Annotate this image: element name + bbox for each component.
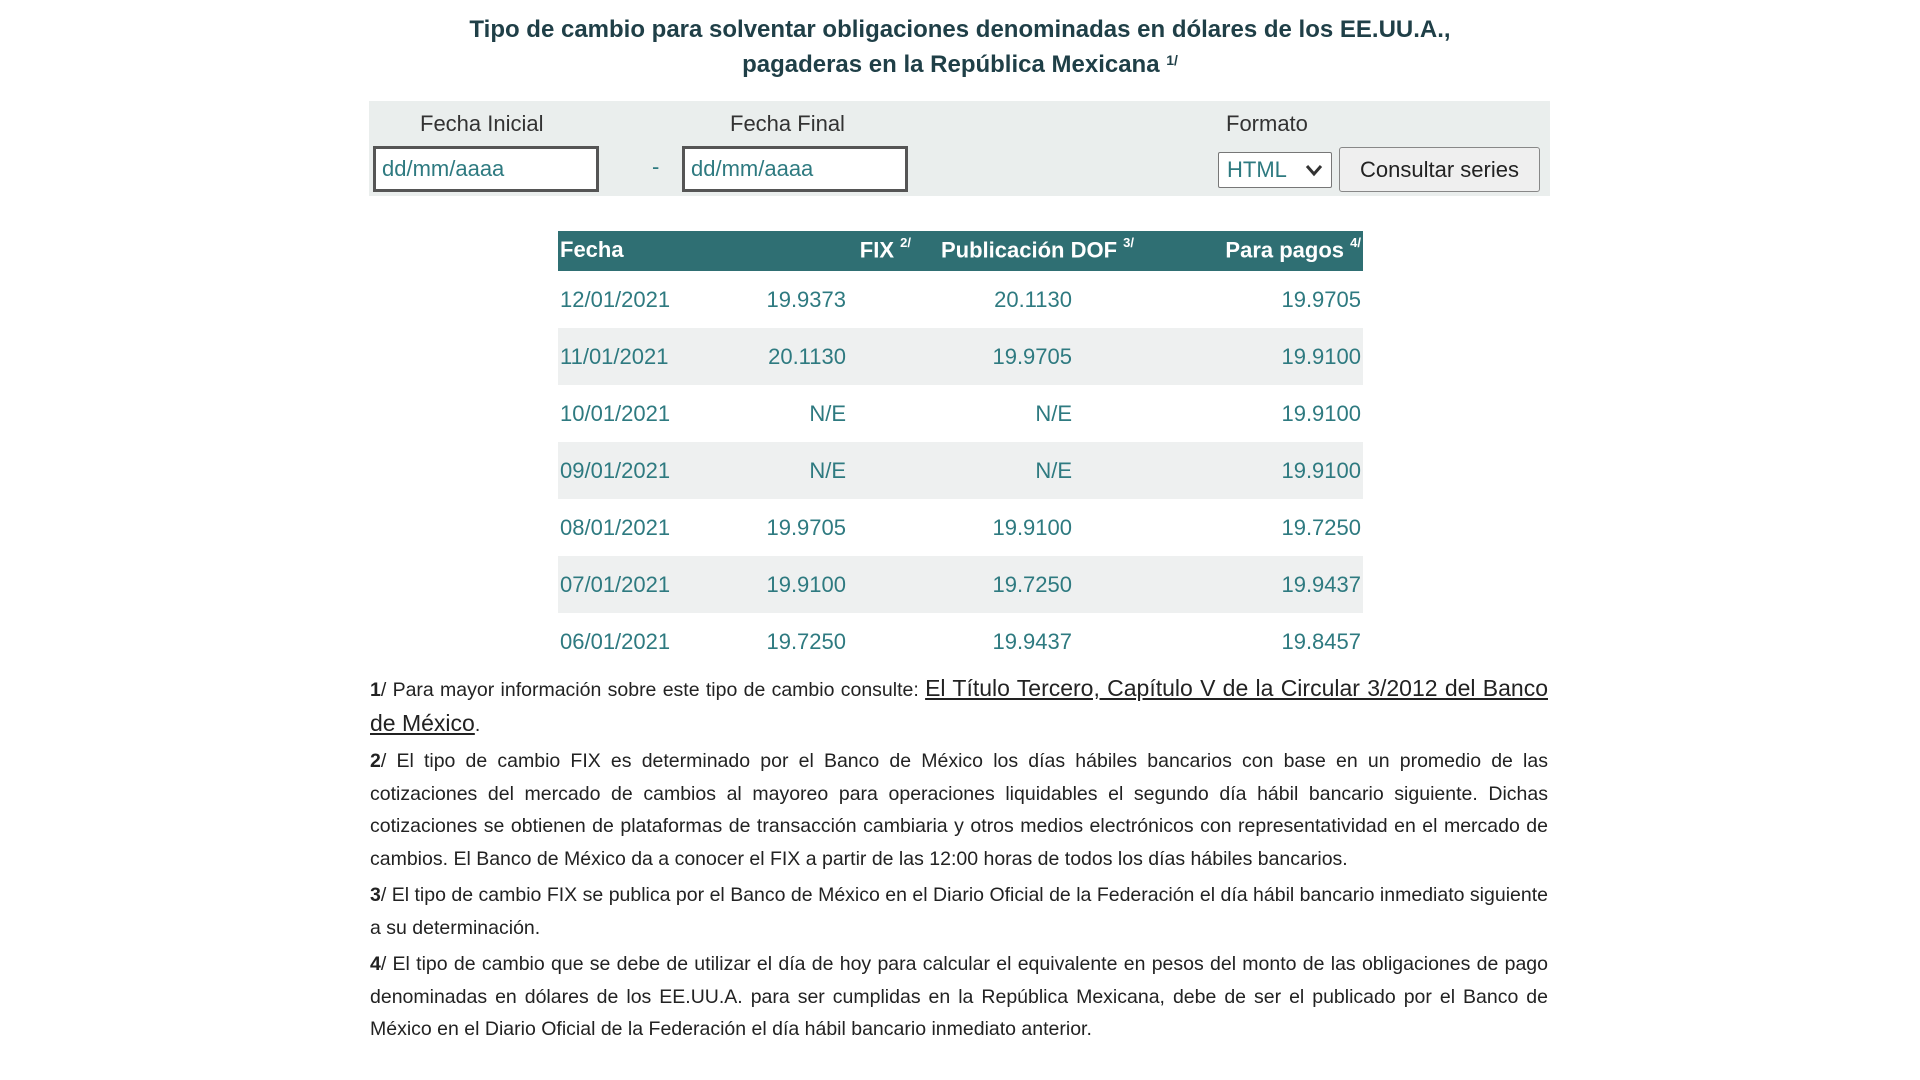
column-header-fix <box>860 237 911 263</box>
column-header-pay <box>1225 237 1361 263</box>
cell-date: 06/01/2021 <box>560 629 671 654</box>
table-row <box>558 442 1363 499</box>
cell-date: 10/01/2021 <box>560 401 671 426</box>
footnote-3-number: 3 <box>370 884 381 906</box>
column-header-date: Fecha <box>560 237 624 262</box>
end-date-label: Fecha Final <box>730 111 845 136</box>
cell-pay: 19.9100 <box>1281 401 1361 426</box>
cell-dof: 20.1130 <box>994 287 1072 312</box>
column-header-dof <box>941 237 1134 263</box>
cell-pay: 19.9705 <box>1281 287 1361 312</box>
consult-series-button[interactable]: Consultar series <box>1339 147 1540 192</box>
footnote-3 <box>370 879 1548 944</box>
cell-pay: 19.9437 <box>1281 572 1361 597</box>
column-header-fix-label: FIX <box>859 237 895 263</box>
cell-date: 08/01/2021 <box>560 515 671 540</box>
title-footnote-ref[interactable]: 1/ <box>1166 52 1178 68</box>
cell-date: 12/01/2021 <box>560 287 671 312</box>
end-date-input[interactable] <box>682 146 908 192</box>
format-select[interactable] <box>1218 152 1332 188</box>
table-row <box>558 556 1363 613</box>
page-title-line-1: Tipo de cambio para solventar obligaciones denominadas en dólares de los EE.UU.A., <box>469 16 1451 43</box>
start-date-input[interactable] <box>373 146 599 192</box>
cell-fix: 19.9100 <box>766 572 846 597</box>
cell-dof: N/E <box>1035 458 1072 483</box>
circular-link[interactable]: El Título Tercero, Capítulo V de la Circular 3/2012 del Banco de México <box>370 675 1548 736</box>
cell-fix: 19.9373 <box>766 287 846 312</box>
footnote-2-text: / El tipo de cambio FIX es determinado por el Banco de México los días hábiles bancarios con base en un promedio de las cotizaciones del mercado de cambios al mayoreo para operaciones liquidables el segundo día hábil bancario siguiente. Dichas cotizaciones se obtienen de plataformas de transacción cambiaria y otros medios electrónicos con representatividad en el mercado de cambios. El Banco de México da a conocer el FIX a partir de las 12:00 horas de todos los días hábiles bancarios. <box>370 750 1548 870</box>
footnote-2 <box>370 745 1548 875</box>
pay-footnote-ref[interactable]: 4/ <box>1350 235 1361 250</box>
page-title-line-2 <box>0 47 1920 82</box>
cell-fix: 19.9705 <box>766 515 846 540</box>
cell-pay: 19.9100 <box>1281 458 1361 483</box>
cell-fix: 20.1130 <box>768 344 846 369</box>
dof-footnote-ref[interactable]: 3/ <box>1123 235 1134 250</box>
chevron-down-icon <box>1303 157 1325 183</box>
format-label: Formato <box>1226 111 1308 136</box>
cell-dof: 19.9437 <box>992 629 1072 654</box>
table-header <box>558 231 1363 271</box>
table-row <box>558 271 1363 328</box>
start-date-label: Fecha Inicial <box>420 111 544 136</box>
fix-footnote-ref[interactable]: 2/ <box>900 235 911 250</box>
page-title <box>0 12 1920 82</box>
cell-date: 09/01/2021 <box>560 458 671 483</box>
footnote-2-number: 2 <box>370 750 381 772</box>
footnote-1 <box>370 672 1548 741</box>
footnote-4 <box>370 948 1548 1046</box>
footnotes <box>370 672 1548 1050</box>
cell-dof: 19.9100 <box>992 515 1072 540</box>
cell-fix: N/E <box>809 458 846 483</box>
table-row <box>558 328 1363 385</box>
cell-dof: 19.9705 <box>992 344 1072 369</box>
footnote-4-number: 4 <box>370 953 381 975</box>
table-row <box>558 613 1363 670</box>
column-header-pay-label: Para pagos <box>1225 237 1345 263</box>
column-header-dof-label: Publicación DOF <box>941 237 1118 263</box>
footnote-1-text: / Para mayor información sobre este tipo de cambio consulte: <box>380 679 926 701</box>
format-select-value: HTML <box>1227 157 1287 182</box>
table-row <box>558 499 1363 556</box>
footnote-1-number: 1 <box>370 679 381 701</box>
exchange-rate-table <box>558 231 1363 670</box>
cell-dof: N/E <box>1035 401 1072 426</box>
cell-dof: 19.7250 <box>992 572 1072 597</box>
date-range-separator: - <box>652 154 660 179</box>
cell-pay: 19.9100 <box>1281 344 1361 369</box>
cell-pay: 19.7250 <box>1281 515 1361 540</box>
filter-bar <box>369 101 1550 196</box>
footnote-3-text: / El tipo de cambio FIX se publica por el Banco de México en el Diario Oficial de la Federación el día hábil bancario inmediato siguiente a su determinación. <box>370 884 1548 939</box>
footnote-1-end: . <box>474 713 481 736</box>
page-title-line-2-text: pagaderas en la República Mexicana <box>742 51 1160 78</box>
cell-date: 07/01/2021 <box>560 572 671 597</box>
cell-date: 11/01/2021 <box>560 344 669 369</box>
table-row <box>558 385 1363 442</box>
cell-fix: N/E <box>809 401 846 426</box>
cell-fix: 19.7250 <box>766 629 846 654</box>
footnote-4-text: / El tipo de cambio que se debe de utilizar el día de hoy para calcular el equivalente en pesos del monto de las obligaciones de pago denominadas en dólares de los EE.UU.A. para ser cumplidas en la República Mexicana, debe de ser el publicado por el Banco de México en el Diario Oficial de la Federación el día hábil bancario inmediato anterior. <box>370 953 1548 1040</box>
cell-pay: 19.8457 <box>1281 629 1361 654</box>
